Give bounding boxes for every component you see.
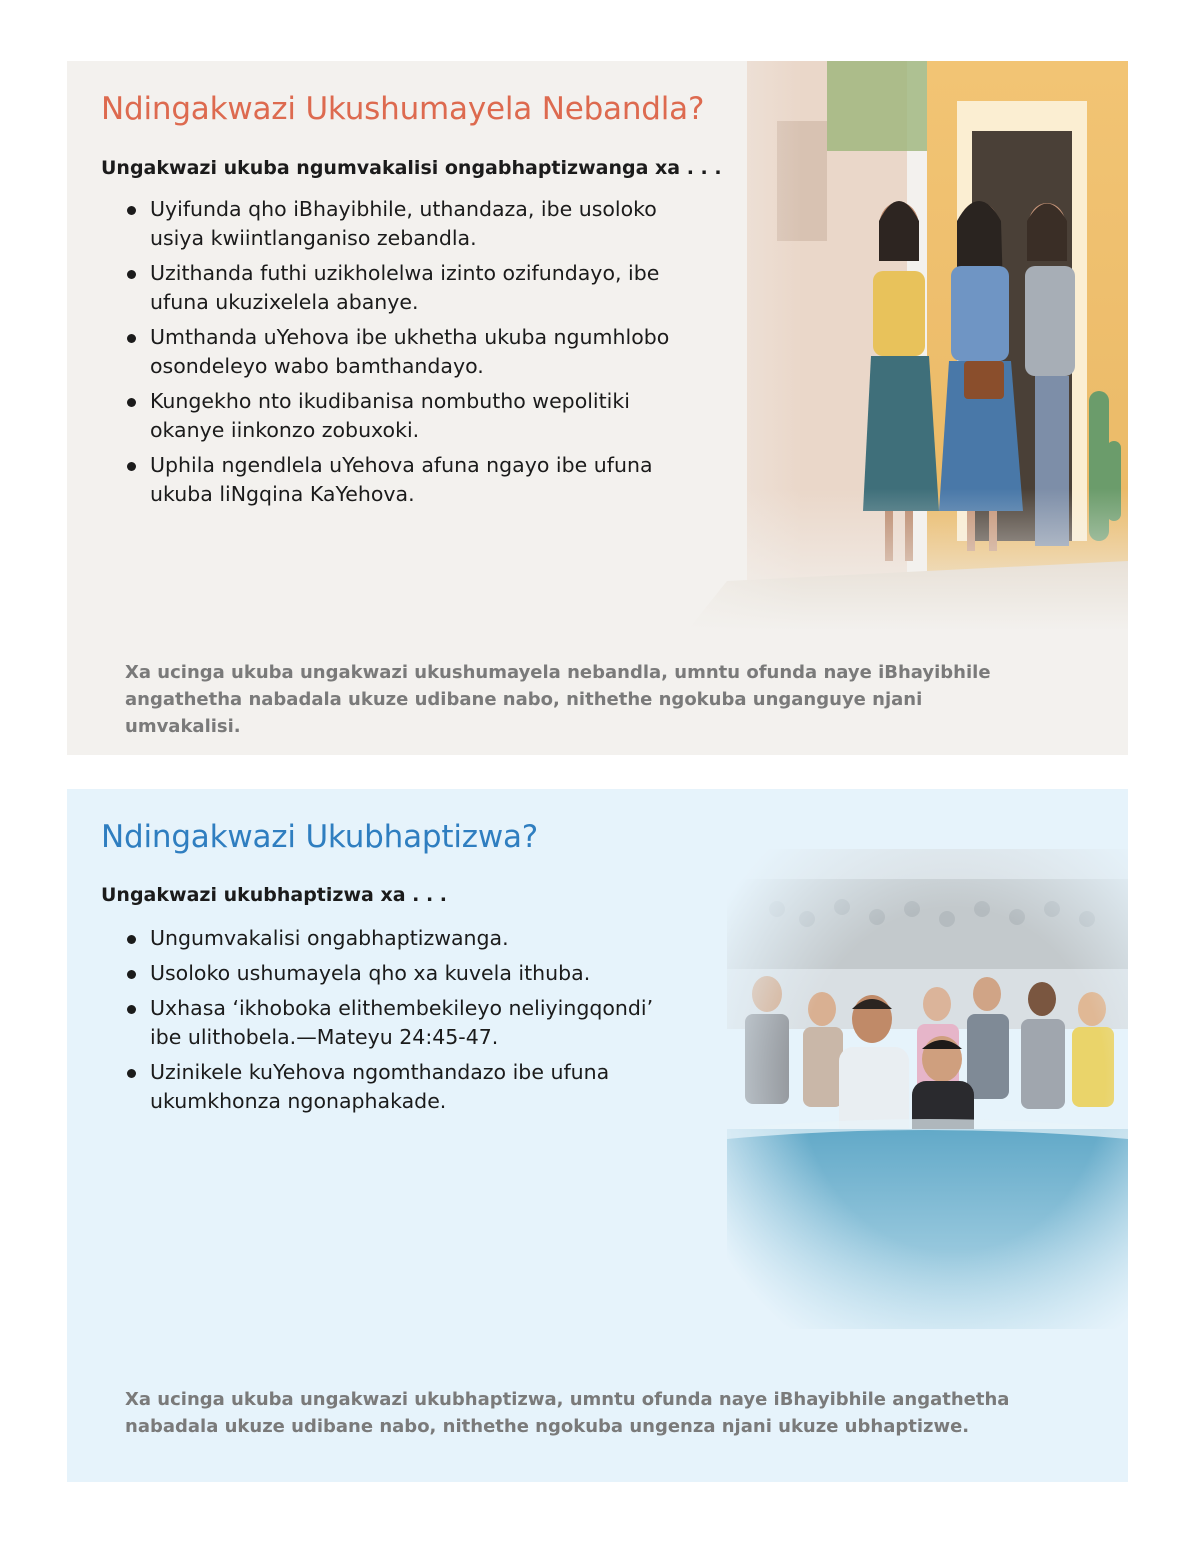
bullet-icon xyxy=(127,935,136,944)
bullet-icon xyxy=(127,1005,136,1014)
preaching-panel xyxy=(67,61,1128,755)
bullet-icon xyxy=(127,1069,136,1078)
list-item xyxy=(125,323,695,381)
list-item-text: Uxhasa ‘ikhoboka elithembekileyo neliyingqondi’ ibe ulithobela.—Mateyu 24:45-47. xyxy=(150,996,654,1049)
list-item xyxy=(125,451,695,509)
list-item xyxy=(125,387,695,445)
requirements-list xyxy=(125,195,695,515)
list-item-text: Uphila ngendlela uYehova afuna ngayo ibe ufuna ukuba liNgqina KaYehova. xyxy=(150,453,653,506)
bullet-icon xyxy=(127,970,136,979)
list-item-text: Ungumvakalisi ongabhaptizwanga. xyxy=(150,926,509,950)
list-item-text: Usoloko ushumayela qho xa kuvela ithuba. xyxy=(150,961,591,985)
section-footnote: Xa ucinga ukuba ungakwazi ukubhaptizwa, umntu ofunda naye iBhayibhile angathetha nabadala ukuze udibane nabo, nithethe ngokuba ungenza njani ukuze ubhaptizwe. xyxy=(125,1389,1010,1437)
list-item-text: Uyifunda qho iBhayibhile, uthandaza, ibe usoloko usiya kwiintlanganiso zebandla. xyxy=(150,197,657,250)
list-item-text: Kungekho nto ikudibanisa nombutho wepolitiki okanye iinkonzo zobuxoki. xyxy=(150,389,630,442)
list-item xyxy=(125,195,695,253)
bullet-icon xyxy=(127,334,136,343)
section-footnote: Xa ucinga ukuba ungakwazi ukushumayela nebandla, umntu ofunda naye iBhayibhile angathetha nabadala ukuze udibane nabo, nithethe ngokuba unganguye njani umvakalisi. xyxy=(125,662,991,737)
requirements-list xyxy=(125,924,685,1122)
bullet-icon xyxy=(127,398,136,407)
list-item xyxy=(125,994,685,1052)
list-item xyxy=(125,924,685,953)
baptism-pool-illustration xyxy=(667,809,1128,1329)
list-item xyxy=(125,1058,685,1116)
section-lead: Ungakwazi ukubhaptizwa xa . . . xyxy=(101,884,448,906)
list-item-text: Uzithanda futhi uzikholelwa izinto ozifundayo, ibe ufuna ukuzixelela abanye. xyxy=(150,261,660,314)
list-item-text: Umthanda uYehova ibe ukhetha ukuba ngumhlobo osondeleyo wabo bamthandayo. xyxy=(150,325,670,378)
baptism-panel xyxy=(67,789,1128,1482)
bullet-icon xyxy=(127,462,136,471)
bullet-icon xyxy=(127,270,136,279)
list-item-text: Uzinikele kuYehova ngomthandazo ibe ufuna ukumkhonza ngonaphakade. xyxy=(150,1060,610,1113)
door-to-door-ministry-illustration xyxy=(627,61,1128,631)
section-title: Ndingakwazi Ukushumayela Nebandla? xyxy=(101,91,705,127)
section-title: Ndingakwazi Ukubhaptizwa? xyxy=(101,819,539,855)
section-lead: Ungakwazi ukuba ngumvakalisi ongabhaptizwanga xa . . . xyxy=(101,157,722,179)
list-item xyxy=(125,259,695,317)
bullet-icon xyxy=(127,206,136,215)
list-item xyxy=(125,959,685,988)
